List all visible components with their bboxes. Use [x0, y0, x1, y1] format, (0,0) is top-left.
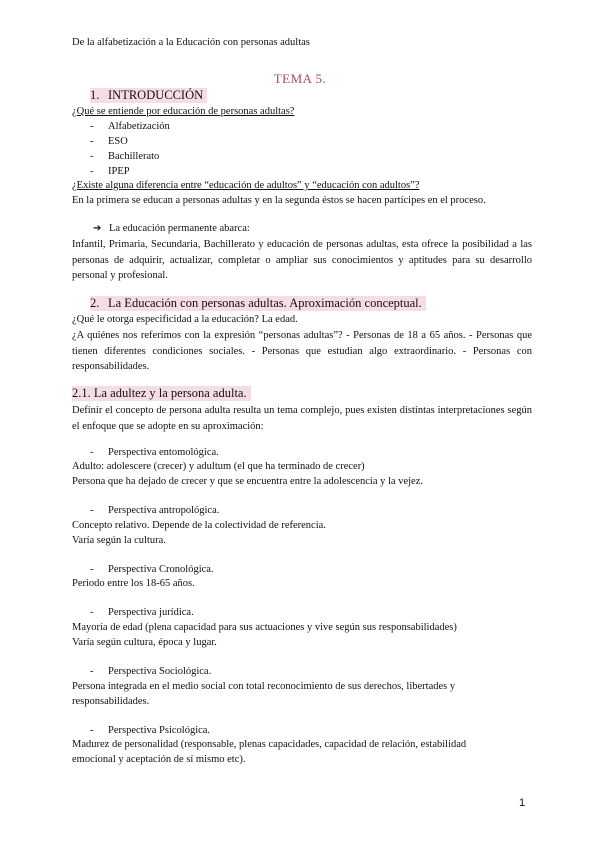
perspective-text: Mayoría de edad (plena capacidad para sus actuaciones y vive según sus responsabilidades) — [72, 622, 457, 633]
perspective-item: - Perspectiva jurídica. — [90, 607, 194, 618]
list-item: - IPEP — [90, 166, 130, 177]
perspective-text: Varía según cultura, época y lugar. — [72, 637, 217, 648]
running-header: De la alfabetización a la Educación con personas adultas — [72, 37, 310, 48]
perspective-text: Madurez de personalidad (responsable, plenas capacidades, capacidad de relación, estabilidad — [72, 739, 467, 750]
section-1-title: INTRODUCCIÓN — [108, 88, 204, 102]
section-1-number: 1. — [90, 88, 100, 102]
section-2-heading — [90, 296, 426, 311]
arrow-item — [93, 223, 250, 234]
perspective-text: Persona integrada en el medio social con total reconocimiento de sus derechos, libertades y — [72, 681, 456, 692]
perspective-label: Perspectiva Sociológica. — [108, 666, 212, 677]
perspective-item: - Perspectiva entomológica. — [90, 447, 219, 458]
perspective-label: Perspectiva jurídica. — [108, 607, 194, 618]
perspective-label: Perspectiva entomológica. — [108, 447, 219, 458]
perspective-item: - Perspectiva Psicológica. — [90, 725, 211, 736]
page-number: 1 — [519, 797, 526, 809]
perspective-item: - Perspectiva antropológica. — [90, 505, 220, 516]
tema-title: TEMA 5. — [273, 71, 327, 86]
question-2: ¿Existe alguna diferencia entre “educación de adultos” y “educación con adultos”? — [72, 180, 420, 191]
perspective-text: Varía según la cultura. — [72, 535, 166, 546]
section-1-heading — [90, 88, 207, 103]
list-item: - Alfabetización — [90, 121, 170, 132]
perspective-text: Periodo entre los 18-65 años. — [72, 578, 195, 589]
perspective-item: - Perspectiva Cronológica. — [90, 564, 214, 575]
definition-paragraph: Definir el concepto de persona adulta resulta un tema complejo, pues existen distintas interpretaciones según el enfoque que se adopte en su aproximación: — [72, 405, 532, 432]
arrow-right-icon: ➔ — [93, 223, 102, 234]
perspective-label: Perspectiva Psicológica. — [108, 725, 211, 736]
perspective-text: Concepto relativo. Depende de la colectividad de referencia. — [72, 520, 326, 531]
list-item-label: Alfabetización — [108, 121, 170, 132]
answer-2: En la primera se educan a personas adultas y en la segunda éstos se hacen partícipes en el proceso. — [72, 195, 486, 206]
question-1: ¿Qué se entiende por educación de personas adultas? — [72, 106, 295, 117]
section-2-title: La Educación con personas adultas. Aproximación conceptual. — [108, 296, 422, 310]
list-item-label: IPEP — [108, 166, 130, 177]
perspective-text: Persona que ha dejado de crecer y que se encuentra entre la adolescencia y la vejez. — [72, 476, 423, 487]
list-item: - ESO — [90, 136, 128, 147]
subsection-2-1-heading: 2.1. La adultez y la persona adulta. — [72, 386, 251, 401]
permanent-education-paragraph: Infantil, Primaria, Secundaria, Bachillerato y educación de personas adultas, esta ofrece la posibilidad a las personas de adquirir, actualizar, completar o ampliar sus conocimientos y aptitudes para su desarrollo personal y profesional. — [72, 239, 532, 281]
perspective-item: - Perspectiva Sociológica. — [90, 666, 212, 677]
list-item-label: Bachillerato — [108, 151, 160, 162]
perspective-text: responsabilidades. — [72, 696, 150, 707]
perspective-label: Perspectiva antropológica. — [108, 505, 220, 516]
question-4-paragraph: ¿A quiénes nos referimos con la expresión “personas adultas”? - Personas de 18 a 65 años. - Personas que tienen diferentes condiciones sociales. - Personas que estudian algo extraordinario. - Personas con responsabilidades. — [72, 330, 532, 372]
perspective-text: Adulto: adolescere (crecer) y adultum (el que ha terminado de crecer) — [72, 461, 365, 472]
perspective-text: emocional y aceptación de sí mismo etc). — [72, 754, 246, 765]
perspective-label: Perspectiva Cronológica. — [108, 564, 214, 575]
question-3: ¿Qué le otorga especificidad a la educación? La edad. — [72, 314, 298, 325]
list-item: - Bachillerato — [90, 151, 160, 162]
arrow-item-text: La educación permanente abarca: — [109, 223, 250, 234]
section-2-number: 2. — [90, 296, 100, 310]
list-item-label: ESO — [108, 136, 128, 147]
